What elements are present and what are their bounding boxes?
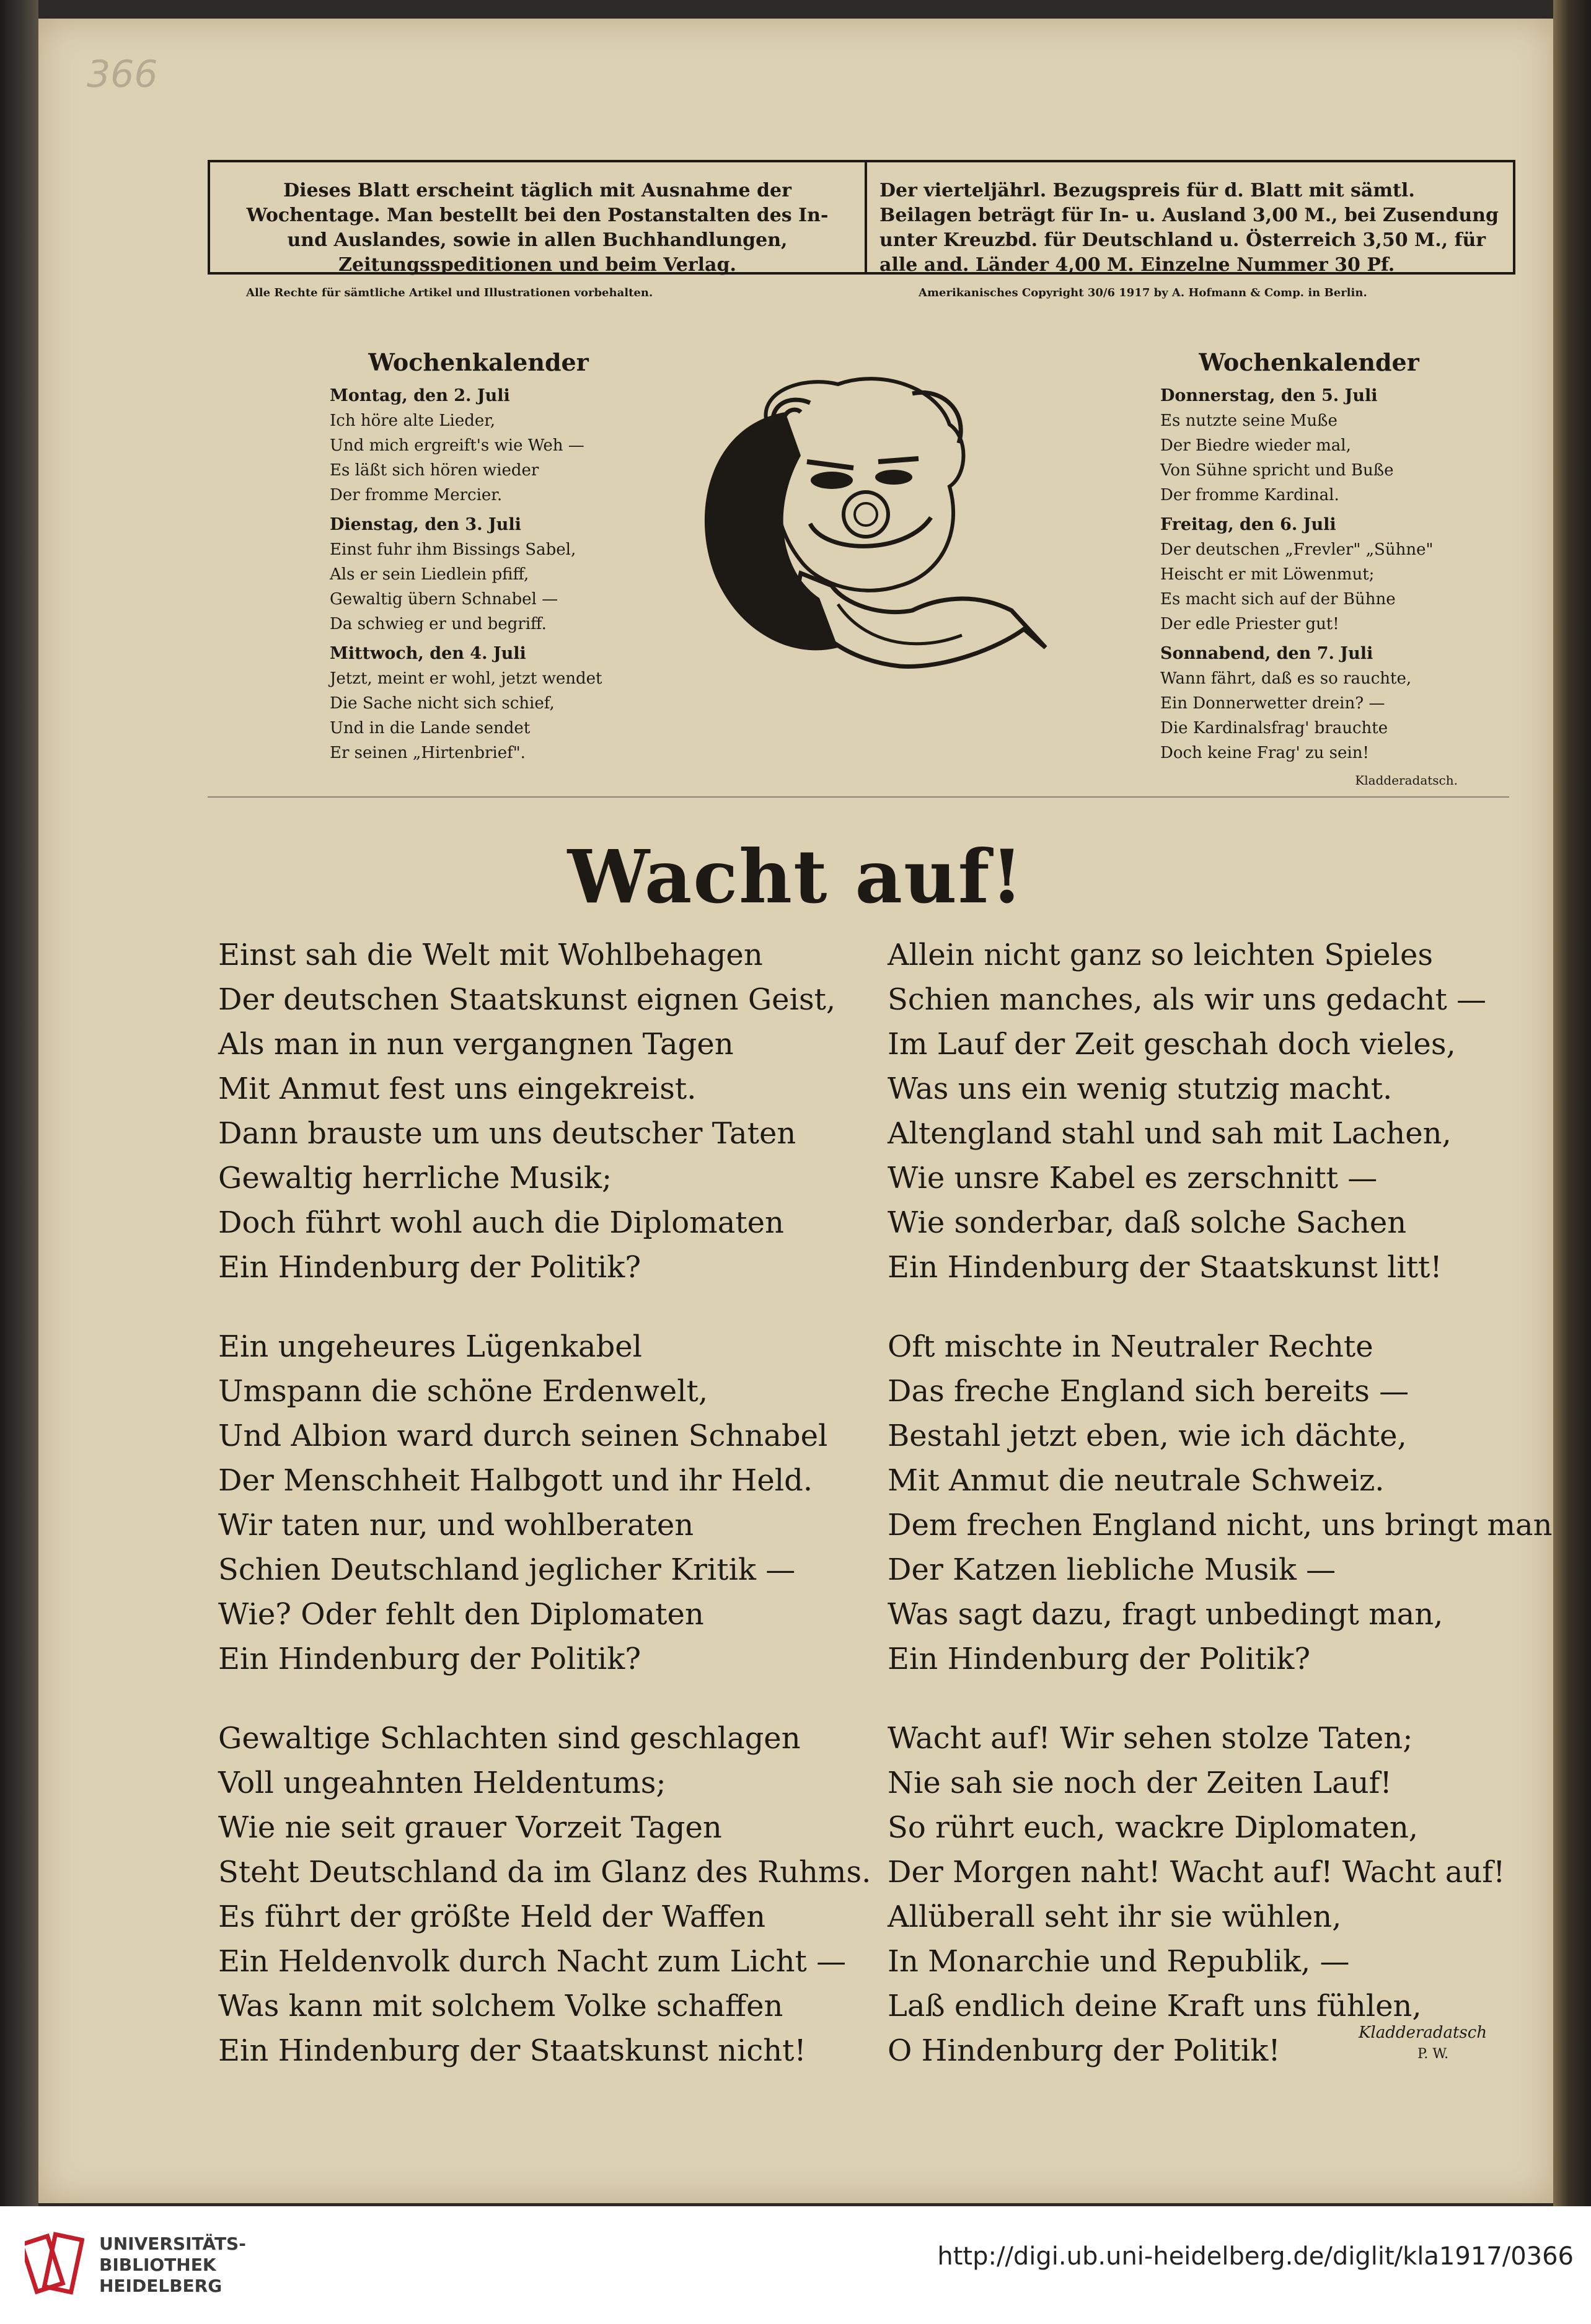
poem-verse-line: Der deutschen Staatskunst eignen Geist, (218, 982, 836, 1017)
calendar-verse-line: Es läßt sich hören wieder (330, 461, 539, 480)
calendar-verse-line: Als er sein Liedlein pfiff, (330, 565, 529, 584)
poem-left-column (218, 933, 912, 2108)
poem-verse-line: Voll ungeahnten Heldentums; (218, 1766, 666, 1800)
calendar-verse-line: Der fromme Mercier. (330, 486, 503, 504)
poem-verse-line: Steht Deutschland da im Glanz des Ruhms. (218, 1855, 871, 1890)
poem-title: Wacht auf! (567, 834, 1025, 920)
poem-verse-line: Ein Hindenburg der Politik? (218, 1250, 641, 1285)
poem-verse-line: Als man in nun vergangnen Tagen (218, 1027, 734, 1062)
price-info: Der vierteljährl. Bezugspreis für d. Blatt mit sämtl. Beilagen beträgt für In- u. Ausland 3,00 M., bei Zusendung unter Kreuzbd. für Deutschland u. Österreich 3,50 M., für alle and. Länder 4,00 M. Einzelne Nummer 30 Pf. (879, 180, 1499, 276)
calendar-title: Wochenkalender (1199, 348, 1419, 376)
calendar-verse-line: Jetzt, meint er wohl, jetzt wendet (330, 669, 602, 688)
book-spine (0, 0, 38, 2206)
calendar-verse-line: Der edle Priester gut! (1160, 615, 1339, 633)
library-name (99, 2234, 246, 2297)
poem-verse-line: Wie? Oder fehlt den Diplomaten (218, 1597, 704, 1632)
calendar-verse-line: Es macht sich auf der Bühne (1160, 590, 1396, 609)
poem-right-column (888, 933, 1582, 2108)
calendar-verse-line: Von Sühne spricht und Buße (1160, 461, 1394, 480)
poem-verse-line: Ein Hindenburg der Staatskunst litt! (888, 1250, 1442, 1285)
copyright-notice: Amerikanisches Copyright 30/6 1917 by A. Hofmann & Comp. in Berlin. (919, 286, 1367, 299)
poem-verse-line: Gewaltig herrliche Musik; (218, 1161, 612, 1195)
poem-verse-line: Schien manches, als wir uns gedacht — (888, 982, 1487, 1017)
poem-verse-line: Im Lauf der Zeit geschah doch vieles, (888, 1027, 1456, 1062)
poem-stanza (218, 1716, 912, 2073)
calendar-verse-line: Gewaltig übern Schnabel — (330, 590, 558, 609)
poem-verse-line: Ein Heldenvolk durch Nacht zum Licht — (218, 1944, 847, 1979)
calendar-verse-line: Der deutschen „Frevler" „Sühne" (1160, 540, 1434, 559)
eyebrows (807, 459, 919, 468)
calendar-verse-line: Der fromme Kardinal. (1160, 486, 1339, 504)
subscription-info-box (208, 160, 1515, 275)
library-name-line: BIBLIOTHEK (99, 2255, 216, 2275)
poem-verse-line: Doch führt wohl auch die Diplomaten (218, 1205, 784, 1240)
poem-verse-line: Umspann die schöne Erdenwelt, (218, 1374, 708, 1409)
calendar-verse-line: Doch keine Frag' zu sein! (1160, 744, 1369, 762)
poem-verse-line: Wie unsre Kabel es zerschnitt — (888, 1161, 1378, 1195)
source-url-link[interactable]: http://digi.ub.uni-heidelberg.de/diglit/kla1917/0366 (937, 2242, 1574, 2271)
right-eye (875, 470, 912, 485)
calendar-verse-line: Er seinen „Hirtenbrief". (330, 744, 526, 762)
calendar-title: Wochenkalender (368, 348, 589, 376)
poem-verse-line: Wir taten nur, und wohlberaten (218, 1508, 694, 1543)
poem-verse-line: Ein Hindenburg der Politik? (888, 1642, 1311, 1676)
poem-verse-line: Das freche England sich bereits — (888, 1374, 1409, 1409)
poem-verse-line: Und Albion ward durch seinen Schnabel (218, 1419, 828, 1453)
calendar-verse-line: Heischt er mit Löwenmut; (1160, 565, 1375, 584)
poem-initials: P. W. (1417, 2046, 1449, 2062)
calendar-day-heading: Montag, den 2. Juli (330, 386, 510, 405)
caricature-illustration (677, 369, 1049, 697)
poem-stanza (888, 933, 1582, 1290)
poem-verse-line: Bestahl jetzt eben, wie ich dächte, (888, 1419, 1407, 1453)
poem-signature: Kladderadatsch (1359, 2023, 1487, 2042)
poem-verse-line: Es führt der größte Held der Waffen (218, 1899, 766, 1934)
poem-stanza (218, 1324, 912, 1681)
poem-verse-line: Der Menschheit Halbgott und ihr Held. (218, 1463, 813, 1498)
poem-verse-line: Wie sonderbar, daß solche Sachen (888, 1205, 1407, 1240)
poem-verse-line: In Monarchie und Republik, — (888, 1944, 1350, 1979)
calendar-verse-line: Einst fuhr ihm Bissings Sabel, (330, 540, 576, 559)
poem-verse-line: Was uns ein wenig stutzig macht. (888, 1072, 1393, 1106)
poem-stanza (218, 933, 912, 1290)
publication-info: Dieses Blatt erscheint täglich mit Ausnahme der Wochentage. Man bestellt bei den Postanstalten des In- und Auslandes, sowie in allen Buchhandlungen, Zeitungsspeditionen und beim Verlag. (210, 162, 867, 272)
poem-verse-line: Was kann mit solchem Volke schaffen (218, 1989, 783, 2023)
calendar-verse-line: Da schwieg er und begriff. (330, 615, 547, 633)
rights-notice: Alle Rechte für sämtliche Artikel und Illustrationen vorbehalten. (246, 286, 653, 299)
nose-inner (855, 503, 877, 526)
pencil-page-number: 366 (87, 53, 158, 96)
newspaper-page (38, 19, 1553, 2203)
left-eye (811, 472, 853, 489)
poem-verse-line: Oft mischte in Neutraler Rechte (888, 1329, 1373, 1364)
poem-verse-line: So rührt euch, wackre Diplomaten, (888, 1810, 1419, 1845)
university-library-logo-icon[interactable] (25, 2228, 84, 2302)
calendar-verse-line: Die Sache nicht sich schief, (330, 694, 555, 713)
calendar-verse-line: Und mich ergreift's wie Weh — (330, 436, 584, 455)
poem-verse-line: Einst sah die Welt mit Wohlbehagen (218, 938, 763, 972)
grin (810, 517, 931, 546)
calendar-verse-line: Ich höre alte Lieder, (330, 412, 496, 430)
calendar-verse-line: Ein Donnerwetter drein? — (1160, 694, 1385, 713)
calendar-verse-line: Die Kardinalsfrag' brauchte (1160, 719, 1388, 737)
poem-verse-line: Was sagt dazu, fragt unbedingt man, (888, 1597, 1443, 1632)
poem-verse-line: Ein Hindenburg der Staatskunst nicht! (218, 2033, 806, 2068)
poem-verse-line: Ein Hindenburg der Politik? (218, 1642, 641, 1676)
poem-verse-line: Wie nie seit grauer Vorzeit Tagen (218, 1810, 722, 1845)
poem-verse-line: Mit Anmut fest uns eingekreist. (218, 1072, 697, 1106)
calendar-day-heading: Mittwoch, den 4. Juli (330, 644, 526, 663)
poem-verse-line: Nie sah sie noch der Zeiten Lauf! (888, 1766, 1392, 1800)
arm-and-hand (799, 573, 1046, 666)
library-name-line: HEIDELBERG (99, 2276, 223, 2296)
calendar-verse-line: Und in die Lande sendet (330, 719, 531, 737)
calendar-day-heading: Freitag, den 6. Juli (1160, 515, 1336, 534)
poem-verse-line: Allüberall seht ihr sie wühlen, (888, 1899, 1342, 1934)
calendar-right (1160, 350, 1458, 793)
library-footer (0, 2206, 1591, 2324)
poem-verse-line: O Hindenburg der Politik! (888, 2033, 1280, 2068)
poem-verse-line: Allein nicht ganz so leichten Spieles (888, 938, 1434, 972)
poem-stanza (888, 1716, 1582, 2073)
calendar-verse-line: Der Biedre wieder mal, (1160, 436, 1351, 455)
poem-verse-line: Schien Deutschland jeglicher Kritik — (218, 1552, 796, 1587)
poem-verse-line: Der Katzen liebliche Musik — (888, 1552, 1336, 1587)
calendar-day-heading: Dienstag, den 3. Juli (330, 515, 521, 534)
calendar-verse-line: Es nutzte seine Muße (1160, 412, 1338, 430)
calendar-signature: Kladderadatsch. (1355, 773, 1458, 788)
section-divider (208, 796, 1509, 798)
library-name-line: UNIVERSITÄTS- (99, 2234, 246, 2254)
poem-verse-line: Wacht auf! Wir sehen stolze Taten; (888, 1721, 1413, 1756)
calendar-day-heading: Sonnabend, den 7. Juli (1160, 644, 1373, 663)
calendar-day-heading: Donnerstag, den 5. Juli (1160, 386, 1378, 405)
poem-verse-line: Gewaltige Schlachten sind geschlagen (218, 1721, 801, 1756)
calendar-left (330, 350, 627, 765)
poem-verse-line: Ein ungeheures Lügenkabel (218, 1329, 643, 1364)
poem-verse-line: Laß endlich deine Kraft uns fühlen, (888, 1989, 1422, 2023)
nose (844, 492, 888, 537)
poem-verse-line: Dann brauste um uns deutscher Taten (218, 1116, 796, 1151)
poem-verse-line: Dem frechen England nicht, uns bringt man (888, 1508, 1553, 1543)
poem-verse-line: Der Morgen naht! Wacht auf! Wacht auf! (888, 1855, 1505, 1890)
poem-verse-line: Mit Anmut die neutrale Schweiz. (888, 1463, 1385, 1498)
calendar-verse-line: Wann fährt, daß es so rauchte, (1160, 669, 1412, 688)
poem-verse-line: Altengland stahl und sah mit Lachen, (888, 1116, 1452, 1151)
poem-stanza (888, 1324, 1582, 1681)
